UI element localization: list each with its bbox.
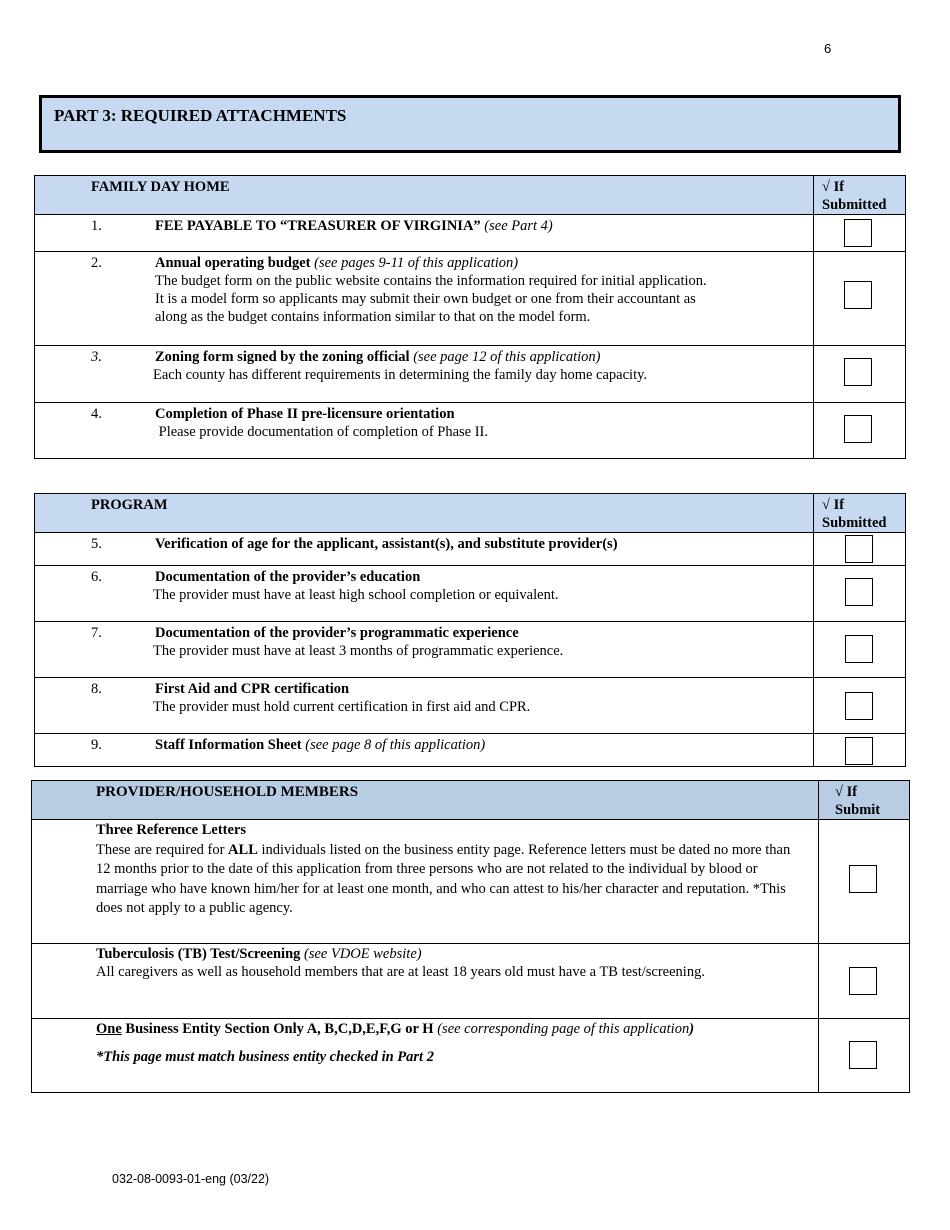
item-text: Each county has different requirements in determining the family day home capacity. (153, 367, 648, 383)
item-number: 1. (91, 218, 102, 234)
attachment-row (35, 215, 906, 252)
item-note: (see Part 4) (480, 218, 553, 234)
business-entity-checkbox[interactable] (849, 1041, 877, 1069)
age-verification-checkbox[interactable] (845, 535, 873, 563)
item-text: along as the budget contains information similar to that on the model form. (155, 309, 591, 325)
attachment-row (35, 678, 906, 734)
orientation-checkbox[interactable] (844, 415, 872, 443)
item-note-close: ) (689, 1021, 695, 1037)
item-title: Completion of Phase II pre-licensure orientation (155, 406, 455, 422)
staff-sheet-checkbox[interactable] (845, 737, 873, 765)
item-text: The provider must hold current certification in first aid and CPR. (153, 699, 531, 715)
tb-screening-checkbox[interactable] (849, 967, 877, 995)
item-text: These are required for (96, 841, 229, 858)
provider-household-table (31, 780, 910, 1093)
check-header: √ If Submit (819, 781, 910, 820)
item-title: Staff Information Sheet (155, 737, 302, 753)
item-note: (see pages 9-11 of this application) (310, 255, 519, 271)
item-note: (see corresponding page of this application (433, 1021, 690, 1037)
fee-checkbox[interactable] (844, 219, 872, 247)
program-table (34, 493, 906, 767)
check-header: √ If Submitted (814, 494, 906, 533)
item-title: Business Entity Section Only A, B,C,D,E,F,G or H (121, 1021, 434, 1037)
part-3-header (39, 95, 901, 153)
part-title: PART 3: REQUIRED ATTACHMENTS (54, 106, 347, 125)
item-text: The provider must have at least high school completion or equivalent. (153, 587, 559, 603)
first-aid-checkbox[interactable] (845, 692, 873, 720)
item-title: Zoning form signed by the zoning official (155, 349, 410, 365)
item-text: The budget form on the public website contains the information required for initial application. (155, 273, 707, 289)
item-text: The provider must have at least 3 months of programmatic experience. (153, 643, 564, 659)
education-checkbox[interactable] (845, 578, 873, 606)
check-header: √ If Submitted (814, 176, 906, 215)
item-title: Three Reference Letters (96, 822, 247, 838)
item-text: individuals listed on the business entity page. Reference letters must be dated no more than 12 months prior to the date of this application from three persons who are not related to the individual by blood or marriage who have known him/her for at least one month, and who can attest to his/her character and reputation. *This does not apply to a public agency. (96, 841, 791, 916)
item-text: *This page must match business entity checked in Part 2 (96, 1049, 434, 1065)
attachment-row (35, 734, 906, 767)
attachment-row (32, 944, 910, 1019)
item-note: (see page 12 of this application) (409, 349, 601, 365)
program-section-title: PROGRAM (35, 494, 814, 533)
page-number: 6 (824, 41, 832, 56)
family-day-home-table (34, 175, 906, 459)
attachment-row (35, 403, 906, 459)
attachment-row (32, 1019, 910, 1093)
item-number: 7. (91, 625, 102, 641)
item-number: 6. (91, 569, 102, 585)
zoning-checkbox[interactable] (844, 358, 872, 386)
experience-checkbox[interactable] (845, 635, 873, 663)
item-title: Documentation of the provider’s education (155, 569, 421, 585)
item-number: 8. (91, 681, 102, 697)
attachment-row (35, 252, 906, 346)
provider-section-title: PROVIDER/HOUSEHOLD MEMBERS (32, 781, 819, 820)
item-number: 9. (91, 737, 102, 753)
item-text: It is a model form so applicants may submit their own budget or one from their accountant as (155, 291, 696, 307)
budget-checkbox[interactable] (844, 281, 872, 309)
attachment-row (35, 622, 906, 678)
item-title: Tuberculosis (TB) Test/Screening (96, 946, 301, 962)
item-title: Verification of age for the applicant, assistant(s), and substitute provider(s) (155, 536, 618, 552)
attachment-row (35, 533, 906, 566)
attachment-row (32, 820, 910, 944)
item-title: First Aid and CPR certification (155, 681, 350, 697)
item-note: (see VDOE website) (300, 946, 422, 962)
item-number: 2. (91, 255, 102, 271)
item-title-emphasis: One (96, 1021, 122, 1037)
item-text: Please provide documentation of completion of Phase II. (155, 424, 489, 440)
item-number: 3. (91, 349, 102, 365)
item-text-emphasis: ALL (228, 841, 258, 858)
item-number: 4. (91, 406, 102, 422)
item-title: Documentation of the provider’s programmatic experience (155, 625, 519, 641)
item-text: All caregivers as well as household members that are at least 18 years old must have a TB test/screening. (96, 964, 705, 980)
family-section-title: FAMILY DAY HOME (35, 176, 814, 215)
item-title: Annual operating budget (155, 255, 311, 271)
form-number-footer: 032-08-0093-01-eng (03/22) (112, 1172, 270, 1186)
attachment-row (35, 566, 906, 622)
reference-letters-checkbox[interactable] (849, 865, 877, 893)
attachment-row (35, 346, 906, 403)
item-title: FEE PAYABLE TO “TREASURER OF VIRGINIA” (155, 218, 481, 234)
item-number: 5. (91, 536, 102, 552)
item-note: (see page 8 of this application) (301, 737, 486, 753)
